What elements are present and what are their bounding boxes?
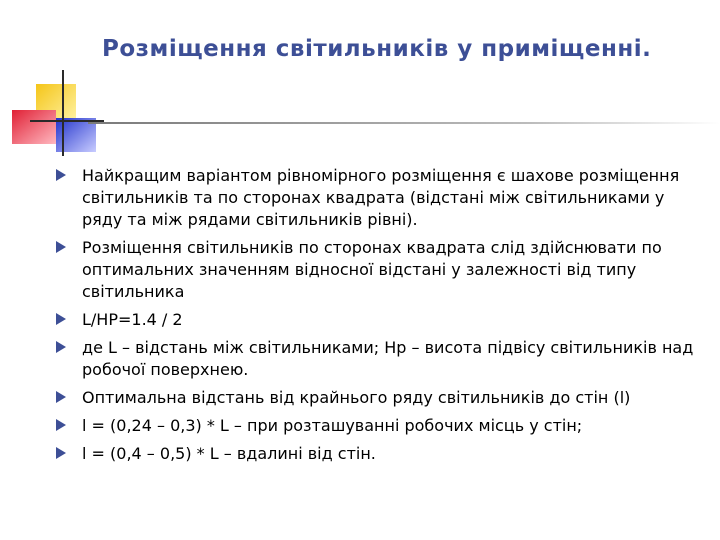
bullet-item [54,415,704,437]
square-bullet-icon [56,391,66,403]
square-bullet-icon [56,341,66,353]
bullet-text: l = (0,4 – 0,5) * L – вдалині від стін. [82,444,376,463]
square-bullet-icon [56,169,66,181]
bullet-text: де L – відстань між світильниками; Нр – висота підвісу світильників над робочої поверхнею. [82,338,694,379]
bullet-text: Найкращим варіантом рівномірного розміщення є шахове розміщення світильників та по сторонах квадрата (відстані між світильниками у ряду та між рядами світильників рівні). [82,166,680,229]
bullet-item [54,443,704,465]
bullet-item [54,237,704,303]
title-divider [88,122,720,124]
vertical-line [62,70,64,156]
bullet-text: Розміщення світильників по сторонах квадрата слід здійснювати по оптимальних значенням відносної відстані у залежності від типу світильника [82,238,662,301]
bullet-item [54,165,704,231]
square-bullet-icon [56,241,66,253]
bullet-text: L/HP=1.4 / 2 [82,310,183,329]
bullet-item [54,387,704,409]
red-square-icon [12,110,56,144]
decorative-logo [0,0,110,160]
square-bullet-icon [56,313,66,325]
bullet-item [54,309,704,331]
bullet-text: Оптимальна відстань від крайнього ряду світильників до стін (l) [82,388,631,407]
slide-title: Розміщення світильників у приміщенні. [102,36,652,62]
bullet-text: l = (0,24 – 0,3) * L – при розташуванні робочих місць у стін; [82,416,583,435]
square-bullet-icon [56,447,66,459]
bullet-list [54,165,704,471]
bullet-item [54,337,704,381]
square-bullet-icon [56,419,66,431]
